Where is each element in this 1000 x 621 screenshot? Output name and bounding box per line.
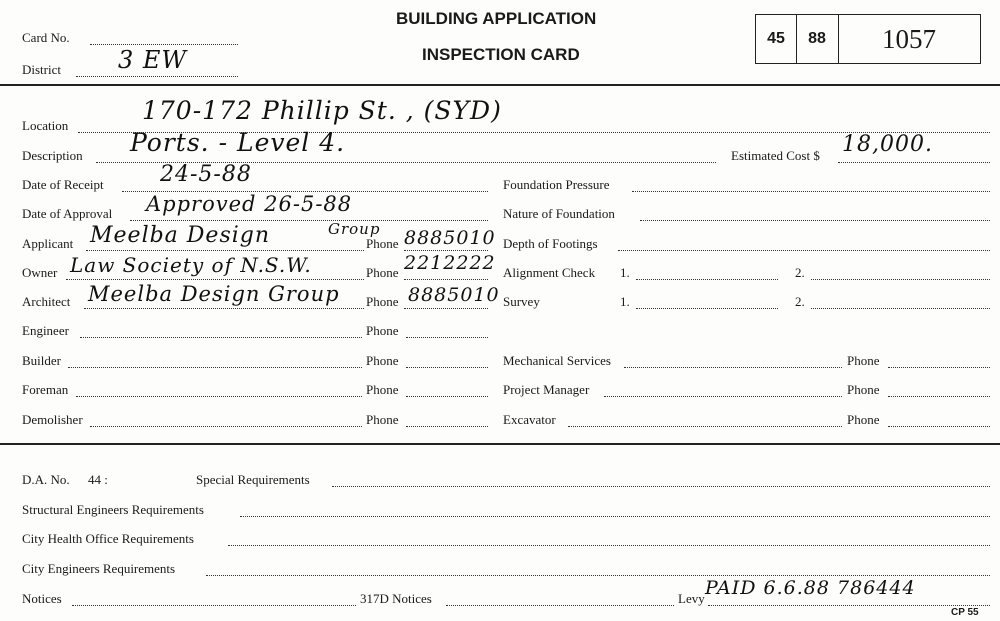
demolisher-phone-label: Phone [366, 412, 399, 427]
applicant-line [86, 250, 364, 251]
foundation-pressure-label: Foundation Pressure [503, 177, 610, 192]
demolisher-label: Demolisher [22, 412, 83, 427]
architect-value: Meelba Design Group [88, 282, 340, 306]
alignment-check-label: Alignment Check [503, 265, 596, 280]
survey-2-line [811, 308, 990, 309]
description-value: Ports. - Level 4. [130, 128, 346, 157]
builder-label: Builder [22, 353, 61, 368]
excavator-phone-label: Phone [847, 412, 880, 427]
special-requirements-line [332, 486, 990, 487]
engineer-label: Engineer [22, 323, 69, 338]
alignment-check-2-line [811, 279, 990, 280]
district-label: District [22, 62, 61, 77]
owner-phone-label: Phone [366, 265, 399, 280]
application-number-box [755, 14, 981, 64]
owner-value: Law Society of N.S.W. [70, 253, 312, 277]
title-line2: INSPECTION CARD [422, 45, 580, 64]
foreman-label: Foreman [22, 382, 69, 397]
builder-phone-line [406, 367, 488, 368]
special-requirements-label: Special Requirements [196, 472, 310, 487]
architect-phone-label: Phone [366, 294, 399, 309]
engineers-requirements-label: City Engineers Requirements [22, 561, 176, 576]
health-requirements-label: City Health Office Requirements [22, 531, 194, 546]
architect-line [84, 308, 364, 309]
district-value: 3 EW [118, 46, 188, 74]
form-code: CP 55 [951, 607, 979, 618]
card-no-label: Card No. [22, 30, 70, 45]
structural-requirements-line [240, 516, 990, 517]
project-manager-phone-line [888, 396, 990, 397]
project-manager-label: Project Manager [503, 382, 590, 397]
notices-line [72, 605, 356, 606]
foreman-phone-line [406, 396, 488, 397]
excavator-phone-line [888, 426, 990, 427]
owner-phone-line [404, 279, 488, 280]
excavator-label: Excavator [503, 412, 556, 427]
date-approval-label: Date of Approval [22, 206, 113, 221]
structural-requirements-label: Structural Engineers Requirements [22, 502, 204, 517]
builder-phone-label: Phone [366, 353, 399, 368]
applicant-value: Meelba Design [90, 223, 271, 248]
depth-footings-label: Depth of Footings [503, 236, 598, 251]
estimated-cost-line [838, 162, 990, 163]
nature-foundation-line [640, 220, 990, 221]
survey-1-line [636, 308, 778, 309]
date-receipt-value: 24-5-88 [160, 162, 252, 187]
top-rule [0, 84, 1000, 86]
location-value: 170-172 Phillip St. , (SYD) [142, 96, 502, 125]
engineer-phone-line [406, 337, 488, 338]
levy-line [708, 605, 990, 606]
applicant-phone-label: Phone [366, 236, 399, 251]
applicant-label: Applicant [22, 236, 74, 251]
builder-line [68, 367, 362, 368]
alignment-check-1-line [636, 279, 778, 280]
architect-phone-line [404, 308, 488, 309]
excavator-line [568, 426, 842, 427]
box-b: 88 [808, 30, 826, 47]
owner-line [66, 279, 364, 280]
health-requirements-line [228, 545, 990, 546]
depth-footings-line [618, 250, 990, 251]
notices-label: Notices [22, 591, 62, 606]
date-approval-line [130, 220, 488, 221]
title-line1: BUILDING APPLICATION [396, 9, 597, 28]
notices-317d-label: 317D Notices [360, 591, 432, 606]
survey-1-label: 1. [620, 294, 630, 309]
applicant-phone-line [404, 250, 488, 251]
date-receipt-label: Date of Receipt [22, 177, 104, 192]
applicant-phone: 8885010 [404, 227, 496, 249]
engineer-phone-label: Phone [366, 323, 399, 338]
architect-phone: 8885010 [408, 284, 500, 306]
mechanical-services-phone-label: Phone [847, 353, 880, 368]
description-label: Description [22, 148, 83, 163]
survey-2-label: 2. [795, 294, 805, 309]
estimated-cost-label: Estimated Cost $ [731, 148, 820, 163]
mechanical-services-line [624, 367, 842, 368]
box-number: 1057 [882, 23, 936, 54]
demolisher-phone-line [406, 426, 488, 427]
foreman-line [76, 396, 362, 397]
location-label: Location [22, 118, 69, 133]
levy-value: PAID 6.6.88 786444 [705, 577, 916, 599]
foreman-phone-label: Phone [366, 382, 399, 397]
alignment-check-2-label: 2. [795, 265, 805, 280]
nature-foundation-label: Nature of Foundation [503, 206, 615, 221]
date-approval-value: Approved 26-5-88 [146, 192, 353, 216]
levy-label: Levy [678, 591, 705, 606]
project-manager-line [604, 396, 842, 397]
engineers-requirements-line [206, 575, 990, 576]
da-no-value: 44 : [88, 472, 108, 487]
survey-label: Survey [503, 294, 540, 309]
mechanical-services-label: Mechanical Services [503, 353, 611, 368]
da-no-label: D.A. No. [22, 472, 70, 487]
notices-317d-line [446, 605, 674, 606]
mechanical-services-phone-line [888, 367, 990, 368]
estimated-cost-value: 18,000. [842, 132, 933, 157]
demolisher-line [90, 426, 362, 427]
architect-label: Architect [22, 294, 71, 309]
applicant-extra: Group [328, 220, 381, 238]
district-line [76, 76, 238, 77]
engineer-line [80, 337, 362, 338]
owner-label: Owner [22, 265, 58, 280]
box-a: 45 [767, 30, 785, 47]
owner-phone: 2212222 [404, 252, 496, 274]
card-no-line [90, 44, 238, 45]
project-manager-phone-label: Phone [847, 382, 880, 397]
foundation-pressure-line [632, 191, 990, 192]
alignment-check-1-label: 1. [620, 265, 630, 280]
middle-rule [0, 443, 1000, 445]
